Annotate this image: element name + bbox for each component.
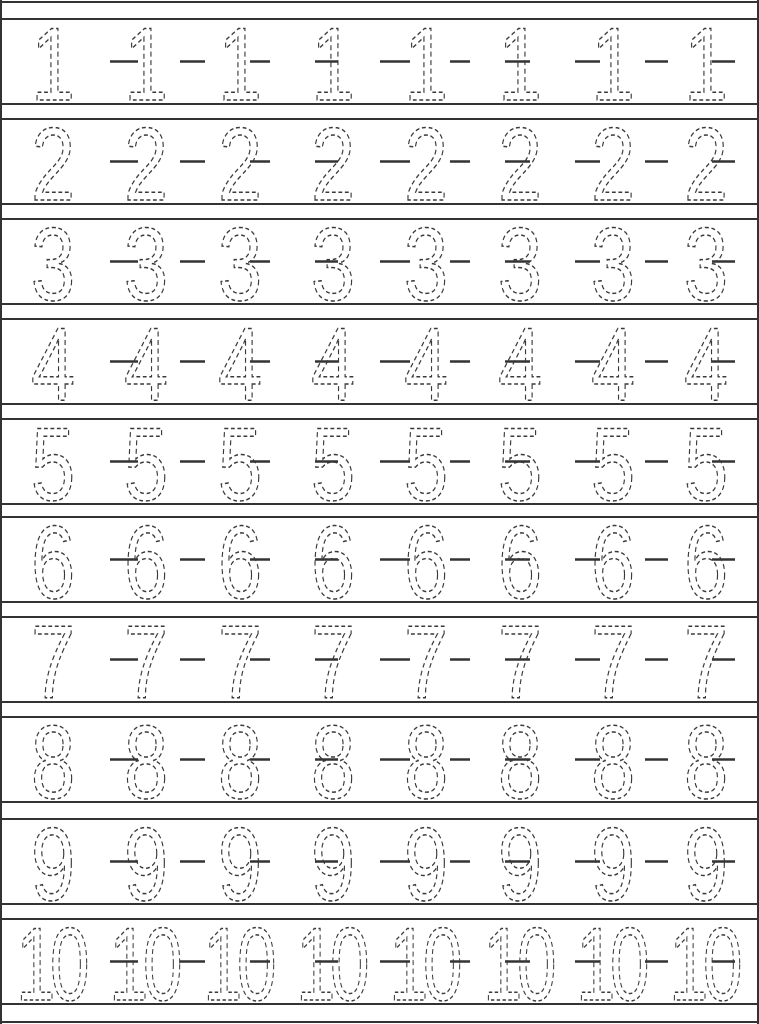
- tracing-digit-4: 4: [311, 307, 353, 423]
- tracing-digit-10: 10: [203, 907, 274, 1023]
- tracing-digit-10: 10: [296, 907, 367, 1023]
- tracing-digit-4: 4: [218, 307, 260, 423]
- tracing-digit-3: 3: [498, 207, 540, 323]
- tracing-digit-2: 2: [498, 107, 539, 223]
- tracing-digit-7: 7: [218, 605, 259, 721]
- tracing-digit-9: 9: [31, 807, 72, 923]
- tracing-digit-2: 2: [218, 107, 259, 223]
- tracing-digit-1: 1: [31, 7, 72, 123]
- tracing-digit-8: 8: [684, 705, 726, 821]
- tracing-digit-8: 8: [404, 705, 446, 821]
- tracing-row-9: [0, 807, 759, 923]
- tracing-row-3: [0, 207, 759, 323]
- tracing-digit-7: 7: [31, 605, 72, 721]
- tracing-digit-10: 10: [483, 907, 554, 1023]
- tracing-digit-5: 5: [684, 407, 726, 523]
- tracing-digit-6: 6: [311, 505, 353, 621]
- tracing-digit-10: 10: [669, 907, 740, 1023]
- tracing-digit-3: 3: [684, 207, 726, 323]
- tracing-digit-6: 6: [591, 505, 633, 621]
- tracing-row-7: [0, 605, 759, 721]
- tracing-digit-3: 3: [31, 207, 73, 323]
- tracing-digit-5: 5: [404, 407, 446, 523]
- tracing-digit-2: 2: [404, 107, 445, 223]
- tracing-digit-10: 10: [389, 907, 460, 1023]
- tracing-digit-7: 7: [311, 605, 352, 721]
- tracing-row-5: [0, 407, 759, 523]
- tracing-digit-1: 1: [591, 7, 632, 123]
- tracing-digit-8: 8: [124, 705, 166, 821]
- tracing-digit-1: 1: [124, 7, 165, 123]
- tracing-digit-6: 6: [124, 505, 166, 621]
- tracing-digit-2: 2: [311, 107, 352, 223]
- tracing-digit-8: 8: [311, 705, 353, 821]
- tracing-digit-8: 8: [218, 705, 260, 821]
- tracing-digit-8: 8: [498, 705, 540, 821]
- tracing-digit-2: 2: [124, 107, 165, 223]
- tracing-digit-6: 6: [404, 505, 446, 621]
- tracing-digit-7: 7: [124, 605, 165, 721]
- tracing-row-10: [0, 907, 759, 1023]
- tracing-digit-2: 2: [684, 107, 725, 223]
- tracing-digit-9: 9: [591, 807, 632, 923]
- tracing-row-6: [0, 505, 759, 621]
- tracing-digit-6: 6: [684, 505, 726, 621]
- tracing-digit-8: 8: [31, 705, 73, 821]
- tracing-digit-4: 4: [404, 307, 446, 423]
- tracing-digit-5: 5: [124, 407, 166, 523]
- tracing-row-4: [0, 307, 759, 423]
- tracing-digit-7: 7: [404, 605, 445, 721]
- tracing-digit-3: 3: [124, 207, 166, 323]
- tracing-digit-10: 10: [576, 907, 647, 1023]
- tracing-digit-2: 2: [31, 107, 72, 223]
- tracing-digit-9: 9: [311, 807, 352, 923]
- tracing-digit-4: 4: [498, 307, 540, 423]
- tracing-digit-7: 7: [498, 605, 539, 721]
- tracing-digit-1: 1: [311, 7, 352, 123]
- tracing-digit-6: 6: [218, 505, 260, 621]
- tracing-digit-9: 9: [684, 807, 725, 923]
- tracing-digit-4: 4: [31, 307, 73, 423]
- tracing-digit-5: 5: [311, 407, 353, 523]
- tracing-digit-5: 5: [31, 407, 73, 523]
- tracing-digit-9: 9: [404, 807, 445, 923]
- tracing-digit-9: 9: [218, 807, 259, 923]
- tracing-digit-7: 7: [591, 605, 632, 721]
- tracing-digit-5: 5: [591, 407, 633, 523]
- tracing-digit-1: 1: [404, 7, 445, 123]
- tracing-digit-3: 3: [218, 207, 260, 323]
- tracing-digit-3: 3: [404, 207, 446, 323]
- tracing-row-8: [0, 705, 759, 821]
- tracing-digit-1: 1: [218, 7, 259, 123]
- tracing-row-2: [0, 107, 759, 223]
- tracing-digit-4: 4: [591, 307, 633, 423]
- tracing-rows: [0, 7, 759, 1023]
- tracing-digit-2: 2: [591, 107, 632, 223]
- tracing-digit-3: 3: [591, 207, 633, 323]
- tracing-digit-1: 1: [498, 7, 539, 123]
- tracing-digit-5: 5: [218, 407, 260, 523]
- tracing-digit-9: 9: [498, 807, 539, 923]
- tracing-digit-7: 7: [684, 605, 725, 721]
- tracing-digit-3: 3: [311, 207, 353, 323]
- tracing-digit-10: 10: [109, 907, 180, 1023]
- tracing-digit-4: 4: [684, 307, 726, 423]
- tracing-digit-5: 5: [498, 407, 540, 523]
- tracing-digit-4: 4: [124, 307, 166, 423]
- tracing-row-1: [0, 7, 759, 123]
- tracing-digit-8: 8: [591, 705, 633, 821]
- tracing-digit-6: 6: [31, 505, 73, 621]
- tracing-digit-6: 6: [498, 505, 540, 621]
- tracing-digit-10: 10: [16, 907, 87, 1023]
- tracing-digit-1: 1: [684, 7, 725, 123]
- tracing-digit-9: 9: [124, 807, 165, 923]
